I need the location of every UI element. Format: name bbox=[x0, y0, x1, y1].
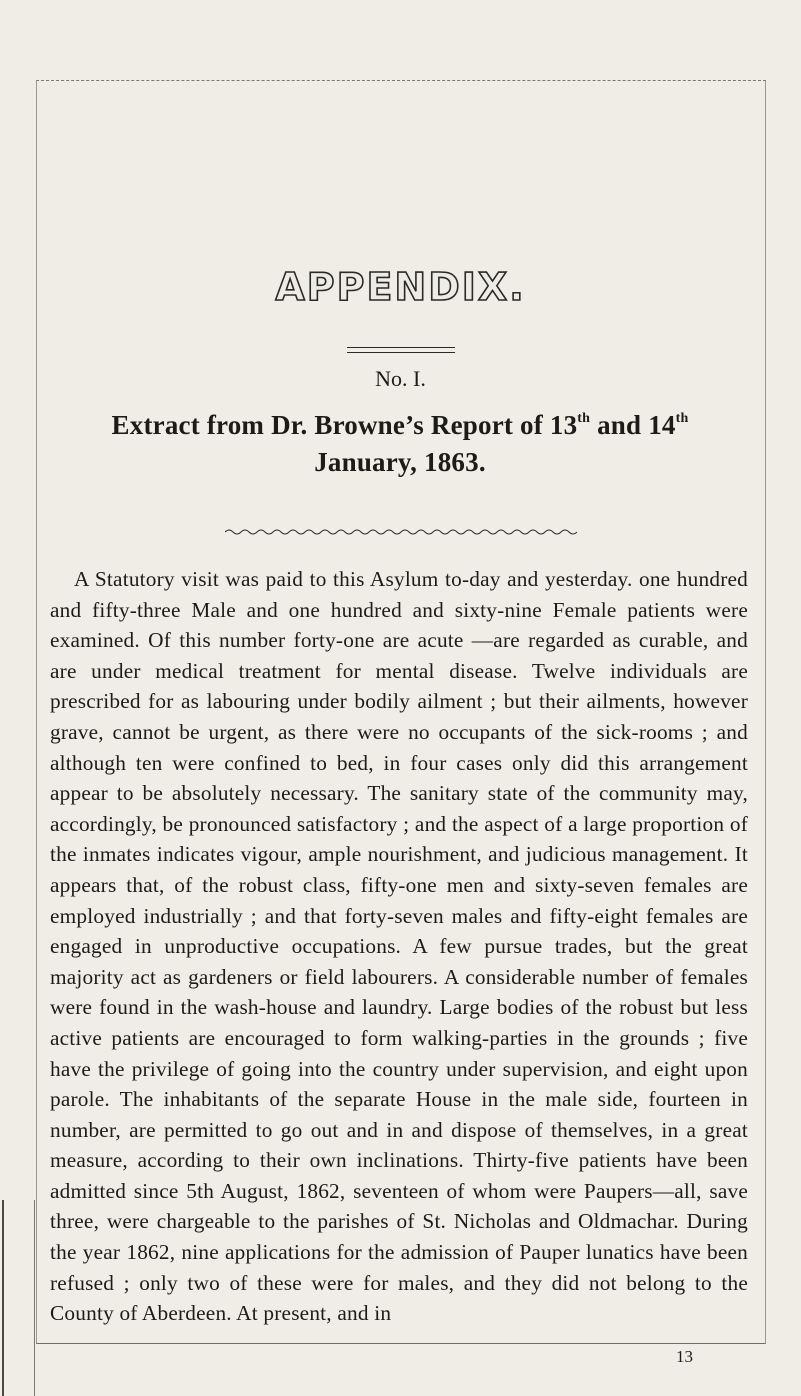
body-paragraph: A Statutory visit was paid to this Asylum to-day and yesterday. one hundred and fifty-three Male and one hundred and sixty-nine Female patients were examined. Of this number forty-one are acute —are regarded as curable, and are under medical treatment for mental disease. Twelve individuals are prescribed for as labouring under bodily ailment ; but their ailments, however grave, cannot be urgent, as there were no occupants of the sick-rooms ; and although ten were confined to bed, in four cases only did this arrangement appear to be absolutely necessary. The sanitary state of the community may, accordingly, be pronounced satisfactory ; and the aspect of a large proportion of the inmates indicates vigour, ample nourishment, and judicious management. It appears that, of the robust class, fifty-one men and sixty-seven females are employed industrially ; and that forty-seven males and fifty-eight females are engaged in unproductive occupations. A few pursue trades, but the great majority act as gardeners or field labourers. A considerable number of females were found in the wash-house and laundry. Large bodies of the robust but less active patients are encouraged to form walking-parties in the grounds ; five have the privilege of going into the country under supervision, and eight upon parole. The inhabitants of the separate House in the male side, fourteen in number, are permitted to go out and in and dispose of themselves, in a great measure, according to their own inclinations. Thirty-five patients have been admitted since 5th August, 1862, seventeen of whom were Paupers—all, save three, were chargeable to the parishes of St. Nicholas and Oldmachar. During the year 1862, nine applications for the admission of Pauper lunatics have been refused ; only two of these were for males, and they did not belong to the County of Aberdeen. At present, and in bbox=[50, 567, 748, 1326]
heading-line-1 bbox=[40, 400, 760, 444]
heading-sup-b: th bbox=[675, 411, 689, 426]
page-number: 13 bbox=[676, 1347, 693, 1366]
heading-line-2: January, 1863. bbox=[314, 447, 486, 477]
heading-text-a: Extract from Dr. Browne’s Report of 13 bbox=[111, 410, 578, 440]
report-body bbox=[50, 564, 748, 1329]
heading-text-b: and 14 bbox=[590, 410, 676, 440]
appendix-title: APPENDIX. bbox=[275, 265, 526, 309]
heading-sup-a: th bbox=[577, 411, 591, 426]
wavy-rule-ornament bbox=[225, 527, 577, 537]
document-heading bbox=[40, 400, 760, 481]
binding-edge bbox=[2, 1200, 35, 1396]
section-number: No. I. bbox=[375, 366, 426, 391]
title-double-rule bbox=[347, 347, 455, 353]
